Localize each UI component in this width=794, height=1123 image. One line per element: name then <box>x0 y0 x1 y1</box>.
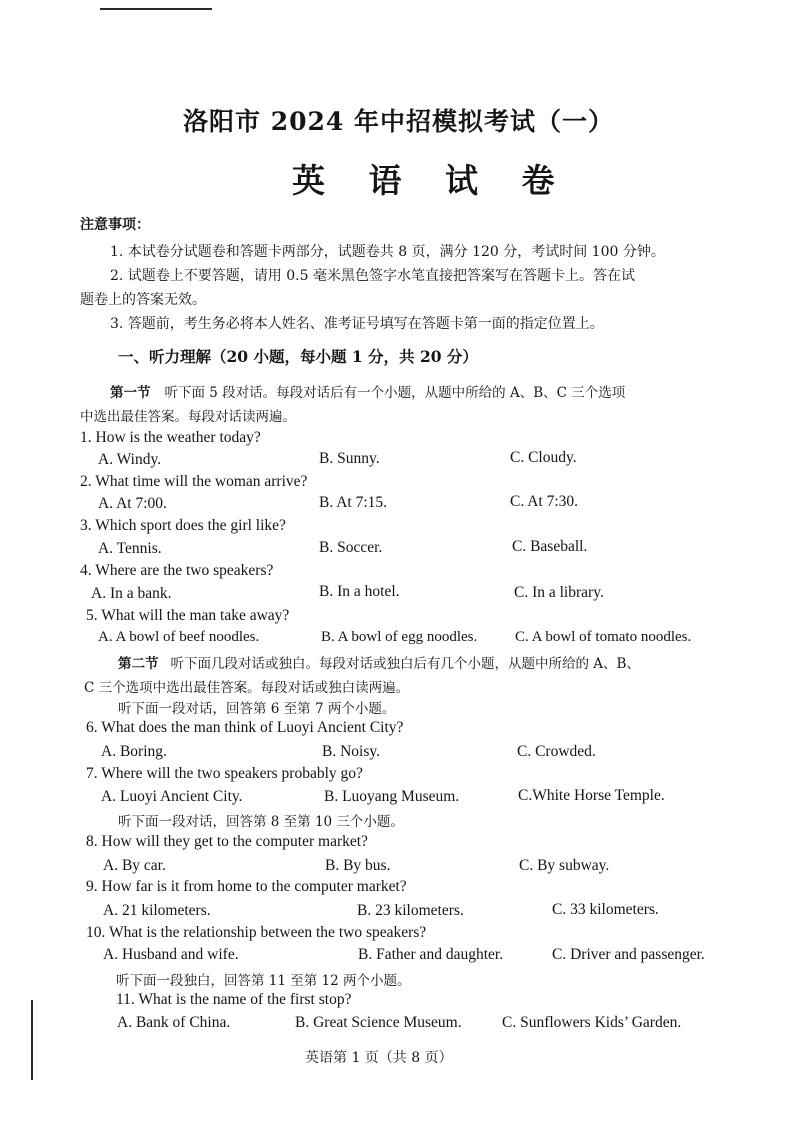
section1-text: 听下面 5 段对话。每段对话后有一个小题，从题中所给的 A、B、C 三个选项 <box>164 385 626 401</box>
notes-heading: 注意事项： <box>80 217 150 233</box>
listening-intro-11-12: 听下面一段独白，回答第 11 至第 12 两个小题。 <box>116 973 411 989</box>
q4-option-c: C. In a library. <box>514 584 604 601</box>
q9-option-b: B. 23 kilometers. <box>357 902 464 919</box>
section2-text: 听下面几段对话或独白。每段对话或独白后有几个小题，从题中所给的 A、B、 <box>170 656 640 672</box>
q10-option-a: A. Husband and wife. <box>103 946 239 963</box>
question-1: 1. How is the weather today? <box>80 429 261 446</box>
question-11: 11. What is the name of the first stop? <box>116 991 352 1008</box>
q10-option-c: C. Driver and passenger. <box>552 946 705 963</box>
question-2: 2. What time will the woman arrive? <box>80 473 308 490</box>
section2-instruction <box>118 652 640 672</box>
scan-left-edge <box>31 1000 33 1080</box>
question-8: 8. How will they get to the computer market? <box>86 833 368 850</box>
q9-option-c: C. 33 kilometers. <box>552 901 659 918</box>
subject-title: 英 语 试 卷 <box>292 161 571 200</box>
scan-edge-mark <box>100 8 212 10</box>
q11-option-b: B. Great Science Museum. <box>295 1014 462 1031</box>
q4-option-b: B. In a hotel. <box>319 583 400 600</box>
q9-option-a: A. 21 kilometers. <box>103 902 211 919</box>
q7-option-b: B. Luoyang Museum. <box>324 788 460 805</box>
q4-option-a: A. In a bank. <box>91 585 172 602</box>
q3-option-a: A. Tennis. <box>98 540 162 557</box>
question-4: 4. Where are the two speakers? <box>80 562 274 579</box>
q1-option-b: B. Sunny. <box>319 450 380 467</box>
q3-option-c: C. Baseball. <box>512 538 588 555</box>
listening-intro-8-10: 听下面一段对话，回答第 8 至第 10 三个小题。 <box>118 814 404 830</box>
q2-option-c: C. At 7:30. <box>510 493 579 510</box>
q2-option-b: B. At 7:15. <box>319 494 388 511</box>
q1-option-c: C. Cloudy. <box>510 449 577 466</box>
q2-option-a: A. At 7:00. <box>98 495 167 512</box>
section1-label: 第一节 <box>110 385 151 401</box>
section2-label: 第二节 <box>118 656 159 672</box>
q8-option-a: A. By car. <box>103 857 166 874</box>
q5-option-a: A. A bowl of beef noodles. <box>98 629 260 645</box>
q5-option-c: C. A bowl of tomato noodles. <box>515 629 692 645</box>
question-5: 5. What will the man take away? <box>86 607 290 624</box>
page-footer: 英语第 1 页（共 8 页） <box>305 1050 453 1066</box>
note-item-3: 3. 答题前，考生务必将本人姓名、准考证号填写在答题卡第一面的指定位置上。 <box>110 316 604 332</box>
question-7: 7. Where will the two speakers probably go? <box>86 765 363 782</box>
q7-option-c: C.White Horse Temple. <box>518 787 665 804</box>
q6-option-c: C. Crowded. <box>517 743 596 760</box>
note-item-2: 2. 试题卷上不要答题，请用 0.5 毫米黑色签字水笔直接把答案写在答题卡上。答在试 <box>110 268 635 284</box>
q6-option-a: A. Boring. <box>101 743 167 760</box>
q8-option-c: C. By subway. <box>519 857 610 874</box>
q3-option-b: B. Soccer. <box>319 539 383 556</box>
q11-option-c: C. Sunflowers Kids’ Garden. <box>502 1014 682 1031</box>
q5-option-b: B. A bowl of egg noodles. <box>321 629 478 645</box>
part1-heading: 一、听力理解（20 小题，每小题 1 分，共 20 分） <box>118 347 478 366</box>
note-item-1: 1. 本试卷分试题卷和答题卡两部分，试题卷共 8 页，满分 120 分，考试时间 100 分钟。 <box>110 244 665 260</box>
q8-option-b: B. By bus. <box>325 857 391 874</box>
q11-option-a: A. Bank of China. <box>117 1014 231 1031</box>
section1-instruction <box>110 381 625 401</box>
q1-option-a: A. Windy. <box>98 451 162 468</box>
question-6: 6. What does the man think of Luoyi Ancient City? <box>86 719 404 736</box>
note-item-2-cont: 题卷上的答案无效。 <box>80 292 206 308</box>
listening-intro-6-7: 听下面一段对话，回答第 6 至第 7 两个小题。 <box>118 701 396 717</box>
question-9: 9. How far is it from home to the computer market? <box>86 878 407 895</box>
q10-option-b: B. Father and daughter. <box>358 946 504 963</box>
question-10: 10. What is the relationship between the two speakers? <box>86 924 427 941</box>
q7-option-a: A. Luoyi Ancient City. <box>101 788 243 805</box>
q6-option-b: B. Noisy. <box>322 743 380 760</box>
question-3: 3. Which sport does the girl like? <box>80 517 286 534</box>
exam-title: 洛阳市 2024 年中招模拟考试（一） <box>183 107 614 136</box>
section1-instruction-cont: 中选出最佳答案。每段对话读两遍。 <box>80 409 296 425</box>
section2-instruction-cont: C 三个选项中选出最佳答案。每段对话或独白读两遍。 <box>84 680 410 696</box>
